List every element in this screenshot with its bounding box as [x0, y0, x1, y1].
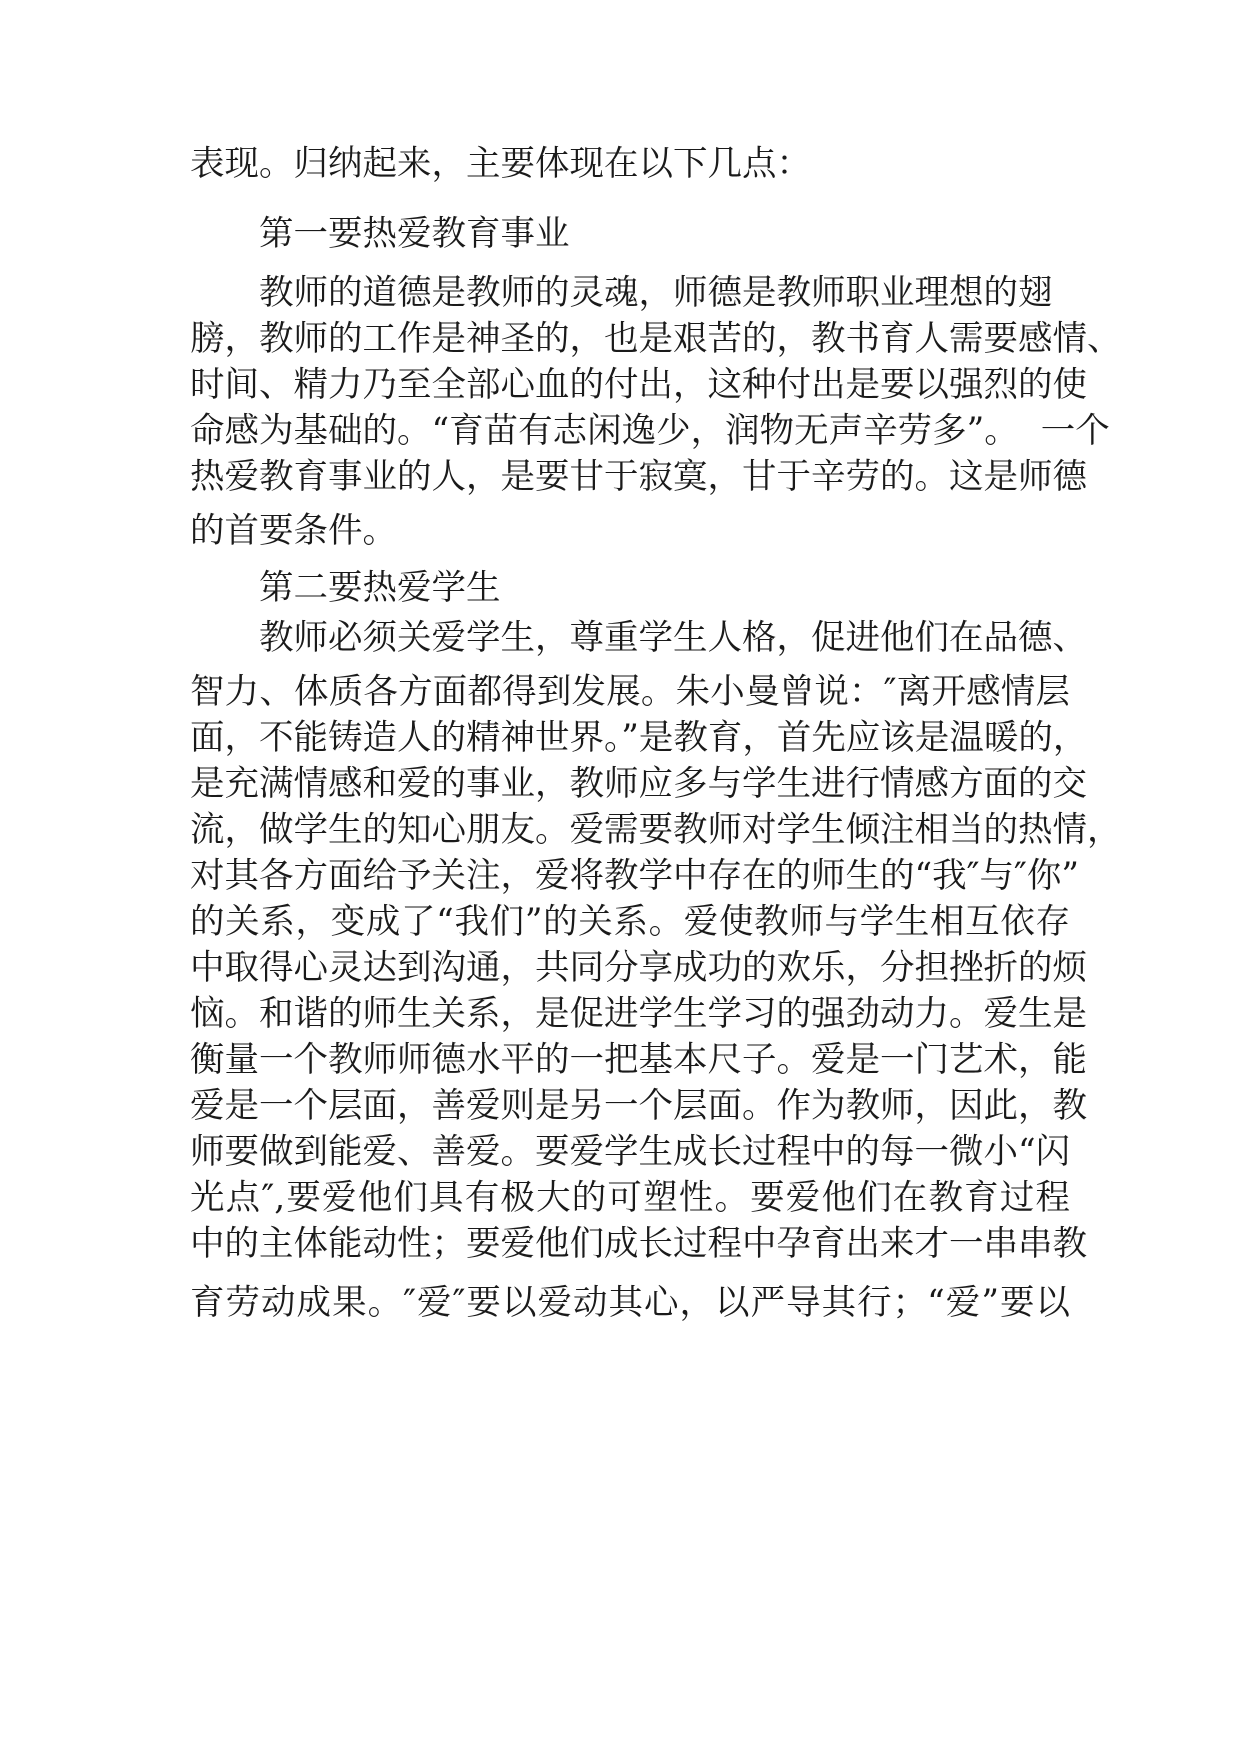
text-line: 师要做到能爱、善爱。要爱学生成长过程中的每一微小“闪 — [190, 1132, 1071, 1172]
text-line: 育劳动成果。″爱″要以爱动其心，以严导其行；“爱”要以 — [190, 1283, 1070, 1323]
text-line: 命感为基础的。“育苗有志闲逸少，润物无声辛劳多”。 一个 — [190, 411, 1110, 451]
text-line: 表现。归纳起来，主要体现在以下几点： — [190, 144, 811, 184]
section-heading: 第二要热爱学生 — [259, 568, 501, 608]
text-line: 中取得心灵达到沟通，共同分享成功的欢乐，分担挫折的烦 — [190, 948, 1087, 988]
text-line: 教师必须关爱学生，尊重学生人格，促进他们在品德、 — [259, 618, 1087, 658]
text-line: 流，做学生的知心朋友。爱需要教师对学生倾注相当的热情， — [190, 810, 1122, 850]
text-line: 恼。和谐的师生关系，是促进学生学习的强劲动力。爱生是 — [190, 994, 1087, 1034]
text-line: 的关系，变成了“我们”的关系。爱使教师与学生相互依存 — [190, 902, 1070, 942]
text-line: 对其各方面给予关注，爱将教学中存在的师生的“我″与″你” — [190, 856, 1080, 896]
text-line: 教师的道德是教师的灵魂，师德是教师职业理想的翅 — [259, 273, 1053, 313]
text-line: 的首要条件。 — [190, 511, 397, 551]
text-line: 光点″,要爱他们具有极大的可塑性。要爱他们在教育过程 — [190, 1178, 1070, 1218]
text-line: 是充满情感和爱的事业，教师应多与学生进行情感方面的交 — [190, 764, 1087, 804]
text-line: 衡量一个教师师德水平的一把基本尺子。爱是一门艺术，能 — [190, 1040, 1087, 1080]
text-line: 爱是一个层面，善爱则是另一个层面。作为教师，因此，教 — [190, 1086, 1087, 1126]
text-line: 时间、精力乃至全部心血的付出，这种付出是要以强烈的使 — [190, 365, 1087, 405]
text-line: 中的主体能动性；要爱他们成长过程中孕育出来才一串串教 — [190, 1224, 1087, 1264]
text-line: 面，不能铸造人的精神世界。”是教育，首先应该是温暖的， — [190, 718, 1088, 758]
text-line: 热爱教育事业的人，是要甘于寂寞，甘于辛劳的。这是师德 — [190, 457, 1087, 497]
text-line: 膀，教师的工作是神圣的，也是艰苦的，教书育人需要感情、 — [190, 319, 1122, 359]
section-heading: 第一要热爱教育事业 — [259, 214, 570, 254]
text-line: 智力、体质各方面都得到发展。朱小曼曾说：″离开感情层 — [190, 672, 1070, 712]
